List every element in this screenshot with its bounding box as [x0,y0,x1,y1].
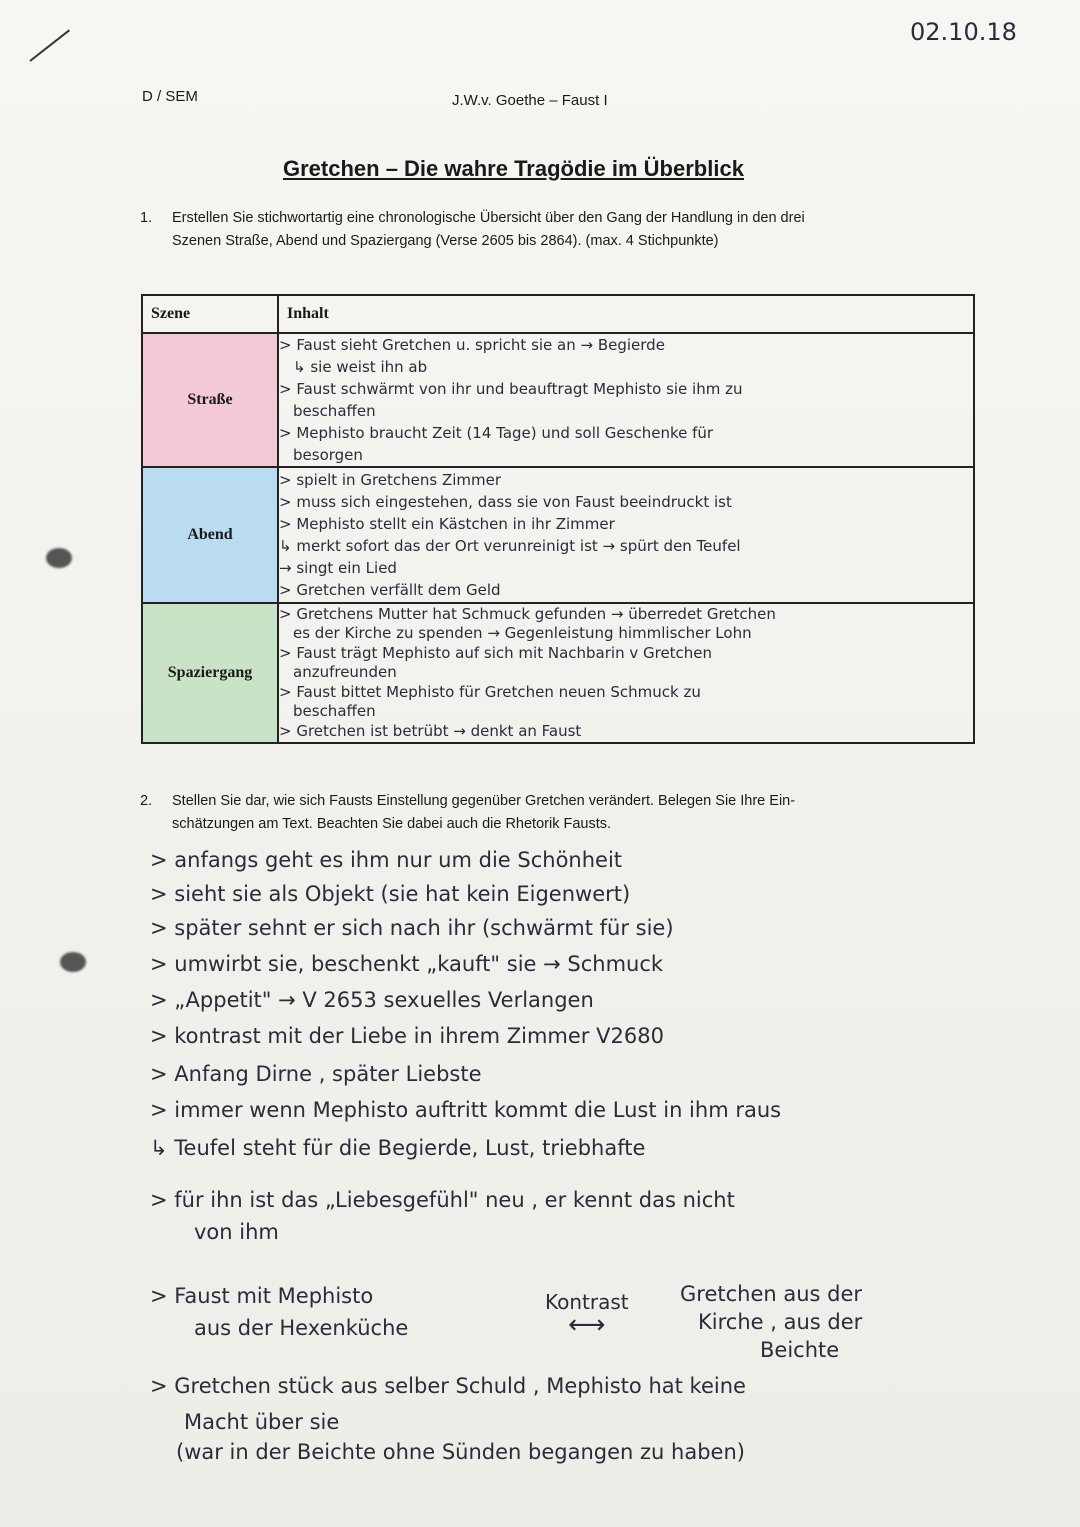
task-2 [140,790,970,836]
content-line: beschaffen [293,702,376,721]
content-line: > Gretchens Mutter hat Schmuck gefunden → überredet Gretchen [279,604,776,623]
contrast-marker [545,1290,629,1340]
content-line: beschaffen [293,402,376,420]
pen-mark [29,29,70,61]
answer-line: > später sehnt er sich nach ihr (schwärmt für sie) [150,916,674,940]
task-number: 2. [140,793,153,809]
answer-line: > immer wenn Mephisto auftritt kommt die Lust in ihm raus [150,1098,782,1122]
content-line: > Gretchen verfällt dem Geld [279,581,501,599]
plot-overview-table [141,294,975,744]
handwritten-date: 02.10.18 [910,18,1017,46]
content-cell [278,467,974,603]
answer-line: > umwirbt sie, beschenkt „kauft" sie → Schmuck [150,952,664,976]
contrast-right-line: Kirche , aus der [698,1310,863,1334]
punch-hole [60,952,86,972]
answer-line: ↳ Teufel steht für die Begierde, Lust, triebhafte [150,1136,646,1160]
content-line: > Gretchen ist betrübt → denkt an Faust [279,721,582,740]
answer-line: > sieht sie als Objekt (sie hat kein Eigenwert) [150,882,631,906]
closing-line: (war in der Beichte ohne Sünden begangen zu haben) [176,1440,745,1464]
content-line: > Faust sieht Gretchen u. spricht sie an → Begierde [279,336,665,354]
scene-cell: Spaziergang [142,603,278,743]
table-row [142,603,974,743]
answer-line: > „Appetit" → V 2653 sexuelles Verlangen [150,988,594,1012]
course-label: D / SEM [142,88,198,105]
answer-line: > kontrast mit der Liebe in ihrem Zimmer V2680 [150,1024,664,1048]
contrast-left-line: > Faust mit Mephisto [150,1284,374,1308]
content-line: → singt ein Lied [279,559,397,577]
column-header-scene: Szene [142,295,278,333]
content-line: > Faust schwärmt von ihr und beauftragt Mephisto sie ihm zu [279,380,743,398]
content-line: ↳ merkt sofort das der Ort verunreinigt ist → spürt den Teufel [279,537,741,555]
content-line: > Faust bittet Mephisto für Gretchen neuen Schmuck zu [279,682,701,701]
answer-line: > anfangs geht es ihm nur um die Schönheit [150,848,623,872]
contrast-left-line: aus der Hexenküche [194,1316,409,1340]
column-header-content: Inhalt [278,295,974,333]
task-number: 1. [140,210,153,226]
task-text-line: Erstellen Sie stichwortartig eine chronologische Übersicht über den Gang der Handlung in den drei [172,210,805,226]
contrast-label: Kontrast [545,1290,629,1314]
content-line: besorgen [293,446,363,464]
answer-line: > Anfang Dirne , später Liebste [150,1062,482,1086]
table-header-row [142,295,974,333]
answer-line: > für ihn ist das „Liebesgefühl" neu , er kennt das nicht [150,1188,735,1212]
task-text-line: Stellen Sie dar, wie sich Fausts Einstellung gegenüber Gretchen verändert. Belegen Sie Ihre Ein- [172,793,796,809]
content-line: > Mephisto braucht Zeit (14 Tage) und soll Geschenke für [279,424,714,442]
content-cell [278,603,974,743]
table-row [142,467,974,603]
content-cell [278,333,974,467]
answer-line: von ihm [194,1220,279,1244]
work-title: J.W.v. Goethe – Faust I [452,92,608,109]
page-title: Gretchen – Die wahre Tragödie im Überblick [283,156,744,181]
table-row [142,333,974,467]
content-line: ↳ sie weist ihn ab [293,358,428,376]
content-line: > muss sich eingestehen, dass sie von Faust beeindruckt ist [279,493,732,511]
task-1 [140,207,970,253]
content-line: anzufreunden [293,663,397,682]
scene-cell: Straße [142,333,278,467]
content-line: > spielt in Gretchens Zimmer [279,471,502,489]
contrast-right-line: Gretchen aus der [680,1282,863,1306]
closing-line: > Gretchen stück aus selber Schuld , Mephisto hat keine [150,1374,746,1398]
contrast-right-line: Beichte [760,1338,840,1362]
content-line: > Faust trägt Mephisto auf sich mit Nachbarin v Gretchen [279,643,713,662]
closing-line: Macht über sie [184,1410,340,1434]
content-line: > Mephisto stellt ein Kästchen in ihr Zimmer [279,515,615,533]
double-arrow-icon: ⟷ [568,1310,606,1340]
task-text-line: Szenen Straße, Abend und Spaziergang (Verse 2605 bis 2864). (max. 4 Stichpunkte) [172,233,719,249]
punch-hole [46,548,72,568]
content-line: es der Kirche zu spenden → Gegenleistung himmlischer Lohn [293,624,752,643]
task-text-line: schätzungen am Text. Beachten Sie dabei auch die Rhetorik Fausts. [172,816,612,832]
scene-cell: Abend [142,467,278,603]
